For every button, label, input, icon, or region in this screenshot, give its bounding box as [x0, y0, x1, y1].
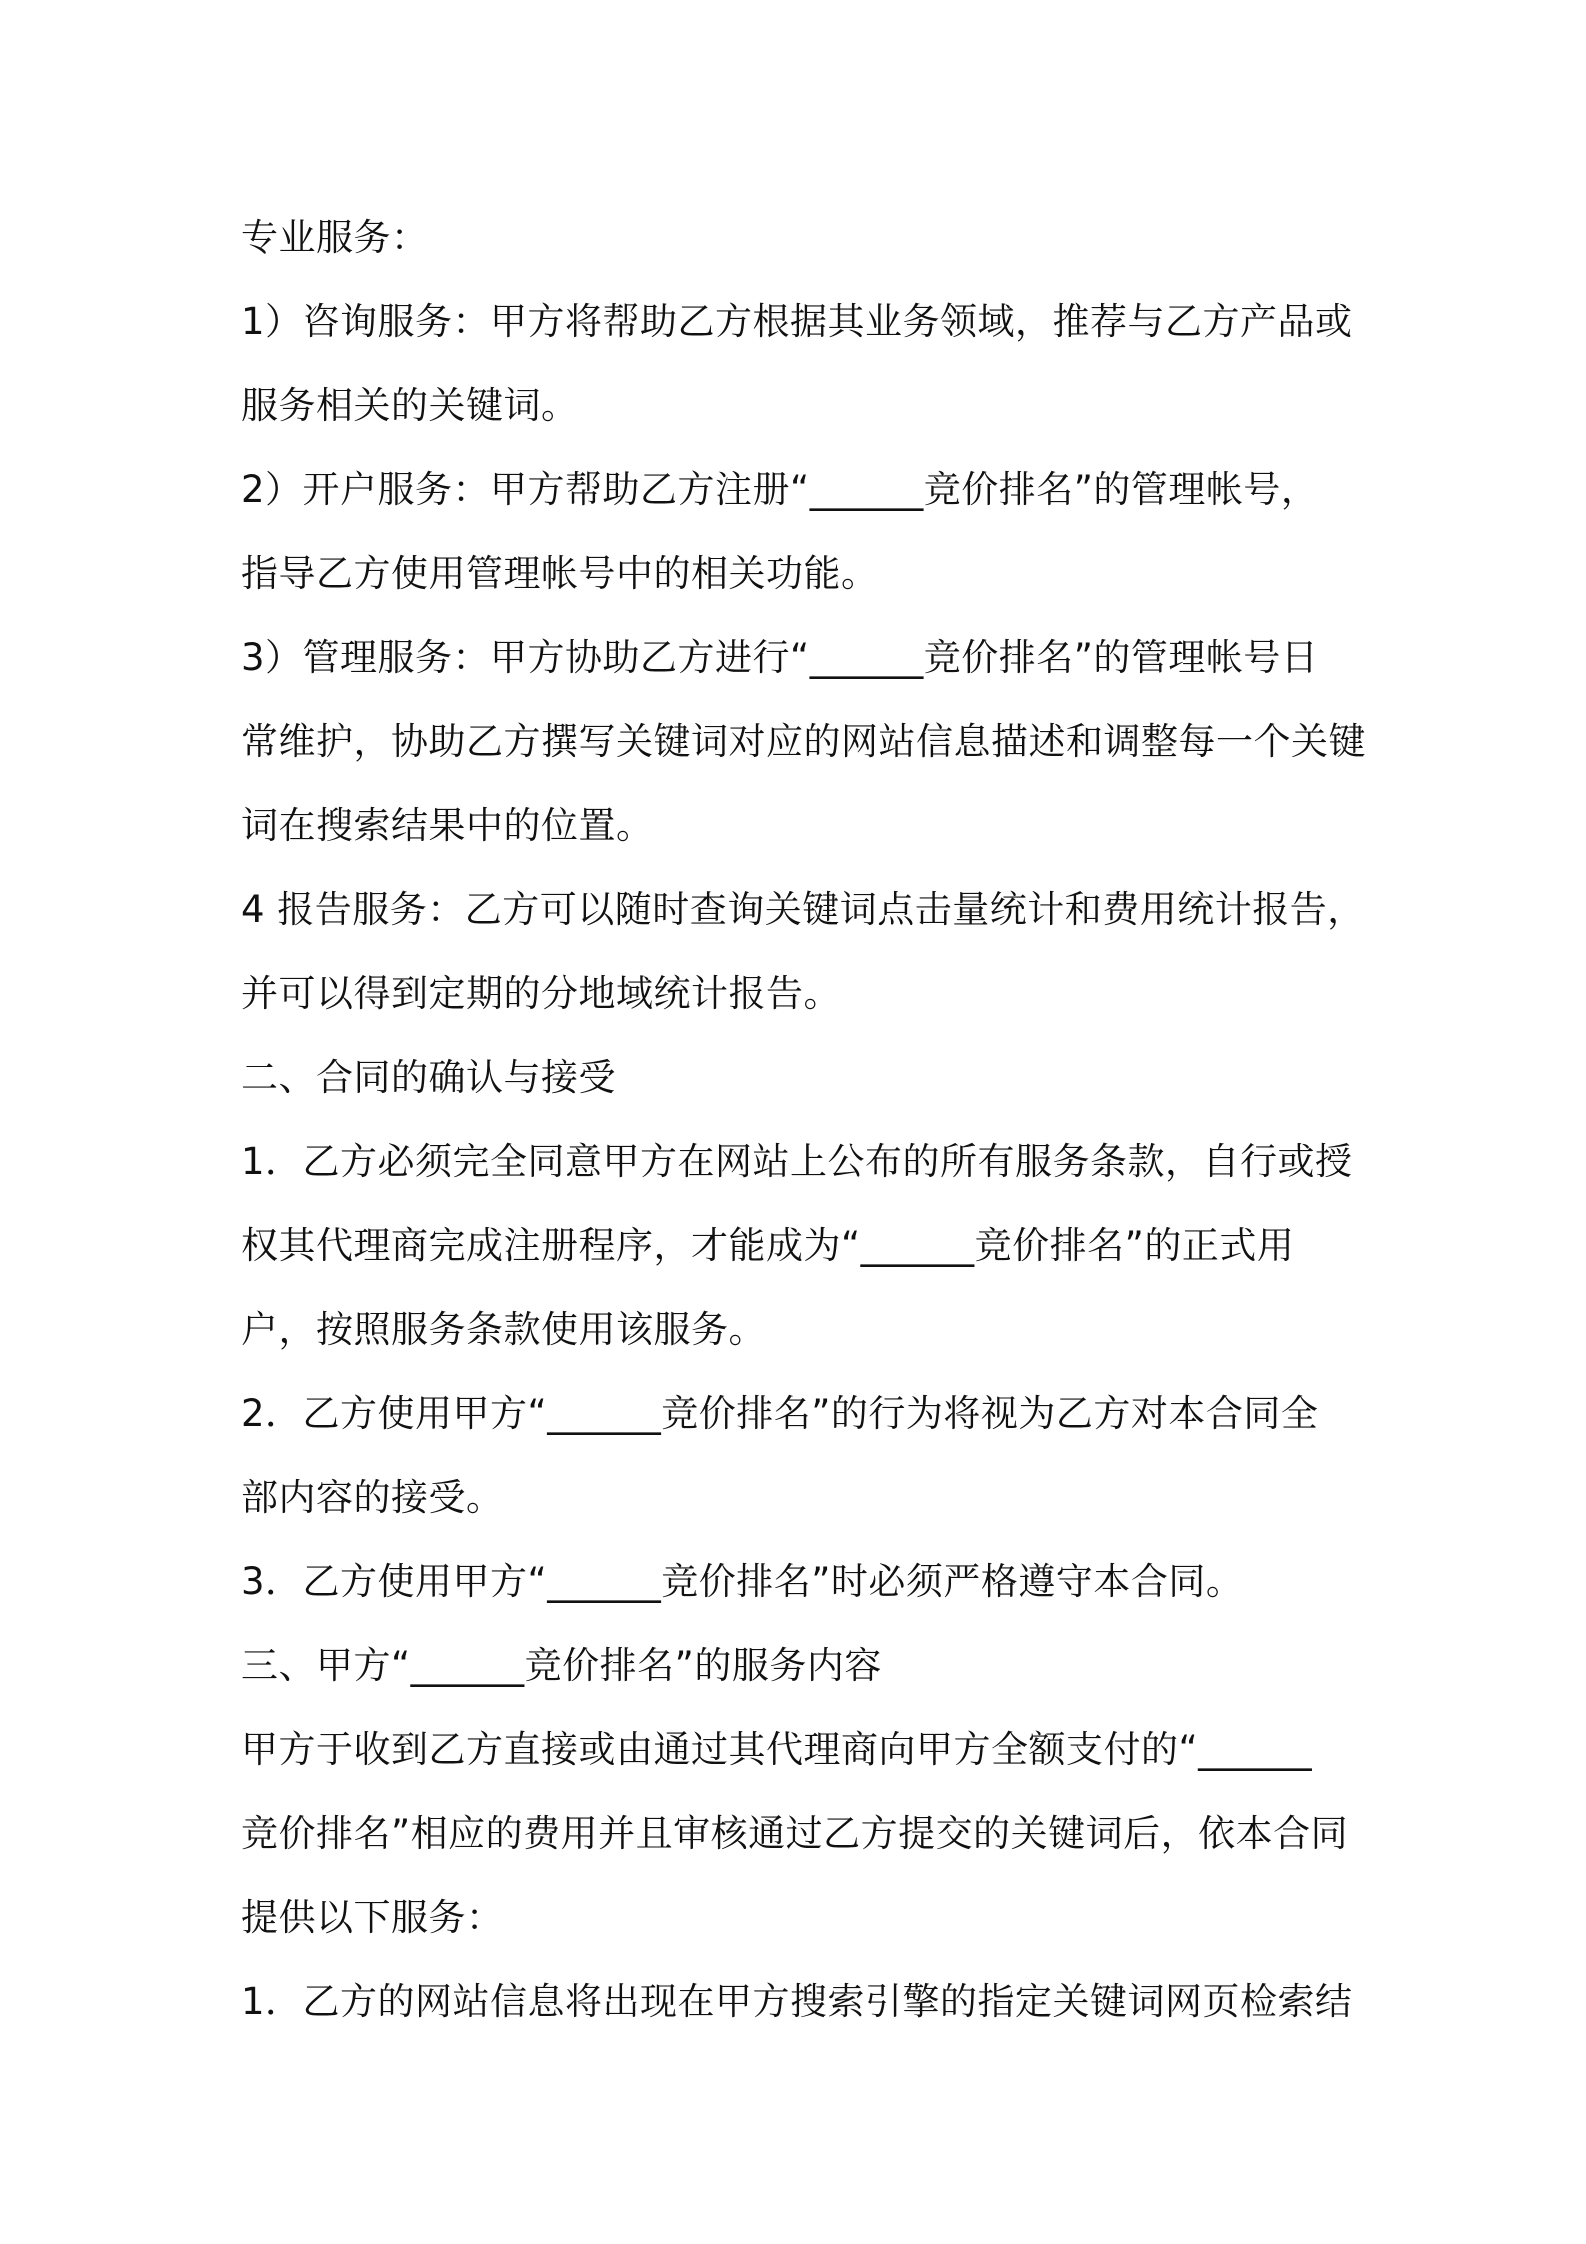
section-heading-contract-confirmation: [241, 1036, 1357, 1120]
text-line: 词在搜索结果中的位置。: [241, 804, 654, 847]
clause-3-compliance: [241, 1540, 1357, 1624]
clause-1-agreement: [241, 1120, 1357, 1372]
text-line: 3．乙方使用甲方“______竞价排名”时必须严格遵守本合同。: [241, 1560, 1244, 1603]
text-line: 4 报告服务：乙方可以随时查询关键词点击量统计和费用统计报告，: [241, 888, 1365, 931]
text-line: 提供以下服务：: [241, 1896, 504, 1939]
text-line: 三、甲方“______竞价排名”的服务内容: [241, 1644, 882, 1687]
paragraph-management-service: [241, 616, 1366, 868]
paragraph-professional-services-heading: [241, 196, 1357, 280]
paragraph-account-opening-service: [241, 448, 1357, 616]
text-line: 权其代理商完成注册程序，才能成为“______竞价排名”的正式用: [241, 1224, 1295, 1267]
text-line: 专业服务：: [241, 216, 429, 259]
text-line: 竞价排名”相应的费用并且审核通过乙方提交的关键词后，依本合同: [241, 1812, 1349, 1855]
document-body: [241, 196, 1366, 2044]
text-line: 部内容的接受。: [241, 1476, 504, 1519]
text-line: 1．乙方的网站信息将出现在甲方搜索引擎的指定关键词网页检索结: [241, 1980, 1353, 2023]
text-line: 服务相关的关键词。: [241, 384, 579, 427]
text-line: 1．乙方必须完全同意甲方在网站上公布的所有服务条款，自行或授: [241, 1140, 1353, 1183]
text-line: 3）管理服务：甲方协助乙方进行“______竞价排名”的管理帐号日: [241, 636, 1319, 679]
paragraph-report-service: [241, 868, 1365, 1036]
section-heading-service-content: [241, 1624, 1357, 1708]
clause-1-website-display: [241, 1960, 1357, 2044]
text-line: 2．乙方使用甲方“______竞价排名”的行为将视为乙方对本合同全: [241, 1392, 1319, 1435]
text-line: 二、合同的确认与接受: [241, 1056, 616, 1099]
text-line: 并可以得到定期的分地域统计报告。: [241, 972, 841, 1015]
clause-2-acceptance: [241, 1372, 1357, 1540]
text-line: 常维护，协助乙方撰写关键词对应的网站信息描述和调整每一个关键: [241, 720, 1366, 763]
text-line: 甲方于收到乙方直接或由通过其代理商向甲方全额支付的“______: [241, 1728, 1313, 1771]
paragraph-service-provision: [241, 1708, 1357, 1960]
paragraph-consulting-service: [241, 280, 1357, 448]
text-line: 户，按照服务条款使用该服务。: [241, 1308, 766, 1351]
text-line: 1）咨询服务：甲方将帮助乙方根据其业务领域，推荐与乙方产品或: [241, 300, 1353, 343]
text-line: 指导乙方使用管理帐号中的相关功能。: [241, 552, 879, 595]
text-line: 2）开户服务：甲方帮助乙方注册“______竞价排名”的管理帐号，: [241, 468, 1319, 511]
